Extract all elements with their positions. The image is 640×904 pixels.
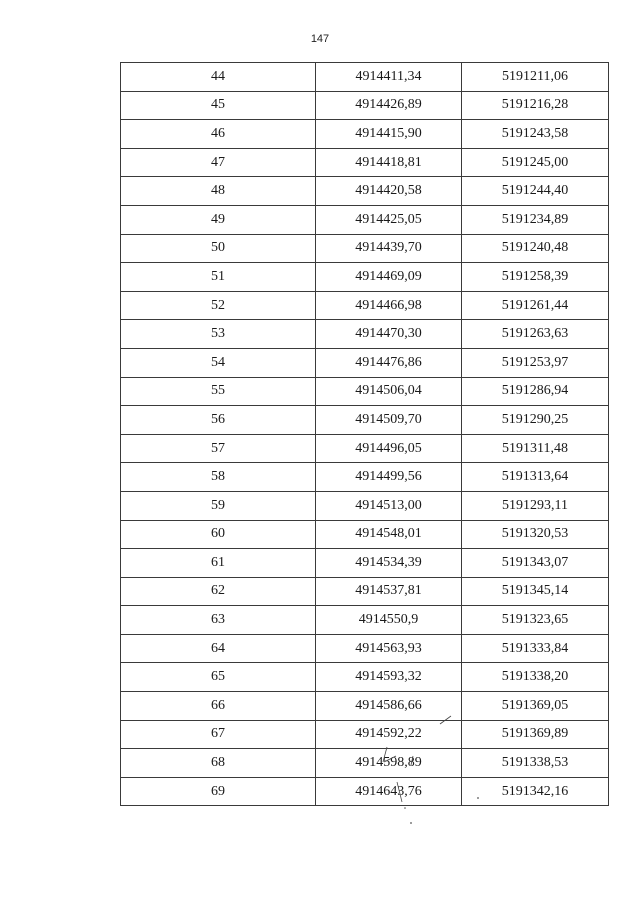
point-number-cell: 44 (121, 63, 316, 92)
y-coordinate-cell: 5191286,94 (462, 377, 609, 406)
point-number-cell: 49 (121, 205, 316, 234)
table-row (121, 720, 609, 749)
table-row (121, 177, 609, 206)
table-row (121, 120, 609, 149)
x-coordinate-cell: 4914643,76 (316, 777, 462, 806)
y-coordinate-cell: 5191244,40 (462, 177, 609, 206)
point-number-cell: 47 (121, 148, 316, 177)
x-coordinate-cell: 4914469,09 (316, 263, 462, 292)
point-number-cell: 46 (121, 120, 316, 149)
point-number-cell: 66 (121, 692, 316, 721)
point-number-cell: 53 (121, 320, 316, 349)
x-coordinate-cell: 4914425,05 (316, 205, 462, 234)
x-coordinate-cell: 4914470,30 (316, 320, 462, 349)
x-coordinate-cell: 4914418,81 (316, 148, 462, 177)
y-coordinate-cell: 5191243,58 (462, 120, 609, 149)
y-coordinate-cell: 5191345,14 (462, 577, 609, 606)
point-number-cell: 67 (121, 720, 316, 749)
x-coordinate-cell: 4914476,86 (316, 348, 462, 377)
point-number-cell: 64 (121, 634, 316, 663)
point-number-cell: 58 (121, 463, 316, 492)
y-coordinate-cell: 5191342,16 (462, 777, 609, 806)
y-coordinate-cell: 5191320,53 (462, 520, 609, 549)
y-coordinate-cell: 5191333,84 (462, 634, 609, 663)
table-row (121, 434, 609, 463)
point-number-cell: 56 (121, 406, 316, 435)
table-row (121, 377, 609, 406)
point-number-cell: 48 (121, 177, 316, 206)
point-number-cell: 63 (121, 606, 316, 635)
point-number-cell: 61 (121, 549, 316, 578)
x-coordinate-cell: 4914548,01 (316, 520, 462, 549)
y-coordinate-cell: 5191261,44 (462, 291, 609, 320)
y-coordinate-cell: 5191369,05 (462, 692, 609, 721)
x-coordinate-cell: 4914586,66 (316, 692, 462, 721)
x-coordinate-cell: 4914593,32 (316, 663, 462, 692)
point-number-cell: 50 (121, 234, 316, 263)
table-row (121, 749, 609, 778)
table-row (121, 606, 609, 635)
table-row (121, 234, 609, 263)
point-number-cell: 45 (121, 91, 316, 120)
y-coordinate-cell: 5191258,39 (462, 263, 609, 292)
point-number-cell: 57 (121, 434, 316, 463)
table-row (121, 463, 609, 492)
table-row (121, 91, 609, 120)
y-coordinate-cell: 5191263,63 (462, 320, 609, 349)
point-number-cell: 52 (121, 291, 316, 320)
table-row (121, 320, 609, 349)
x-coordinate-cell: 4914466,98 (316, 291, 462, 320)
y-coordinate-cell: 5191323,65 (462, 606, 609, 635)
coordinates-table (120, 62, 609, 806)
table-row (121, 148, 609, 177)
table-row (121, 406, 609, 435)
pencil-dot (404, 807, 406, 809)
page-number: 147 (310, 33, 330, 45)
y-coordinate-cell: 5191369,89 (462, 720, 609, 749)
y-coordinate-cell: 5191293,11 (462, 491, 609, 520)
point-number-cell: 65 (121, 663, 316, 692)
y-coordinate-cell: 5191343,07 (462, 549, 609, 578)
x-coordinate-cell: 4914426,89 (316, 91, 462, 120)
table-row (121, 63, 609, 92)
y-coordinate-cell: 5191338,20 (462, 663, 609, 692)
table-row (121, 777, 609, 806)
table-row (121, 291, 609, 320)
y-coordinate-cell: 5191311,48 (462, 434, 609, 463)
y-coordinate-cell: 5191211,06 (462, 63, 609, 92)
y-coordinate-cell: 5191290,25 (462, 406, 609, 435)
table-row (121, 663, 609, 692)
y-coordinate-cell: 5191253,97 (462, 348, 609, 377)
point-number-cell: 62 (121, 577, 316, 606)
y-coordinate-cell: 5191245,00 (462, 148, 609, 177)
point-number-cell: 69 (121, 777, 316, 806)
table-row (121, 263, 609, 292)
point-number-cell: 68 (121, 749, 316, 778)
point-number-cell: 55 (121, 377, 316, 406)
point-number-cell: 60 (121, 520, 316, 549)
x-coordinate-cell: 4914499,56 (316, 463, 462, 492)
x-coordinate-cell: 4914439,70 (316, 234, 462, 263)
table-row (121, 205, 609, 234)
y-coordinate-cell: 5191338,53 (462, 749, 609, 778)
x-coordinate-cell: 4914411,34 (316, 63, 462, 92)
point-number-cell: 51 (121, 263, 316, 292)
x-coordinate-cell: 4914420,58 (316, 177, 462, 206)
pencil-dot (410, 822, 412, 824)
table-row (121, 491, 609, 520)
y-coordinate-cell: 5191240,48 (462, 234, 609, 263)
table-row (121, 634, 609, 663)
table-row (121, 348, 609, 377)
x-coordinate-cell: 4914550,9 (316, 606, 462, 635)
x-coordinate-cell: 4914509,70 (316, 406, 462, 435)
x-coordinate-cell: 4914592,22 (316, 720, 462, 749)
y-coordinate-cell: 5191313,64 (462, 463, 609, 492)
table-row (121, 692, 609, 721)
x-coordinate-cell: 4914598,89 (316, 749, 462, 778)
point-number-cell: 54 (121, 348, 316, 377)
table-row (121, 520, 609, 549)
x-coordinate-cell: 4914537,81 (316, 577, 462, 606)
table-row (121, 577, 609, 606)
y-coordinate-cell: 5191216,28 (462, 91, 609, 120)
y-coordinate-cell: 5191234,89 (462, 205, 609, 234)
x-coordinate-cell: 4914415,90 (316, 120, 462, 149)
x-coordinate-cell: 4914506,04 (316, 377, 462, 406)
table-row (121, 549, 609, 578)
x-coordinate-cell: 4914563,93 (316, 634, 462, 663)
point-number-cell: 59 (121, 491, 316, 520)
x-coordinate-cell: 4914534,39 (316, 549, 462, 578)
x-coordinate-cell: 4914496,05 (316, 434, 462, 463)
x-coordinate-cell: 4914513,00 (316, 491, 462, 520)
